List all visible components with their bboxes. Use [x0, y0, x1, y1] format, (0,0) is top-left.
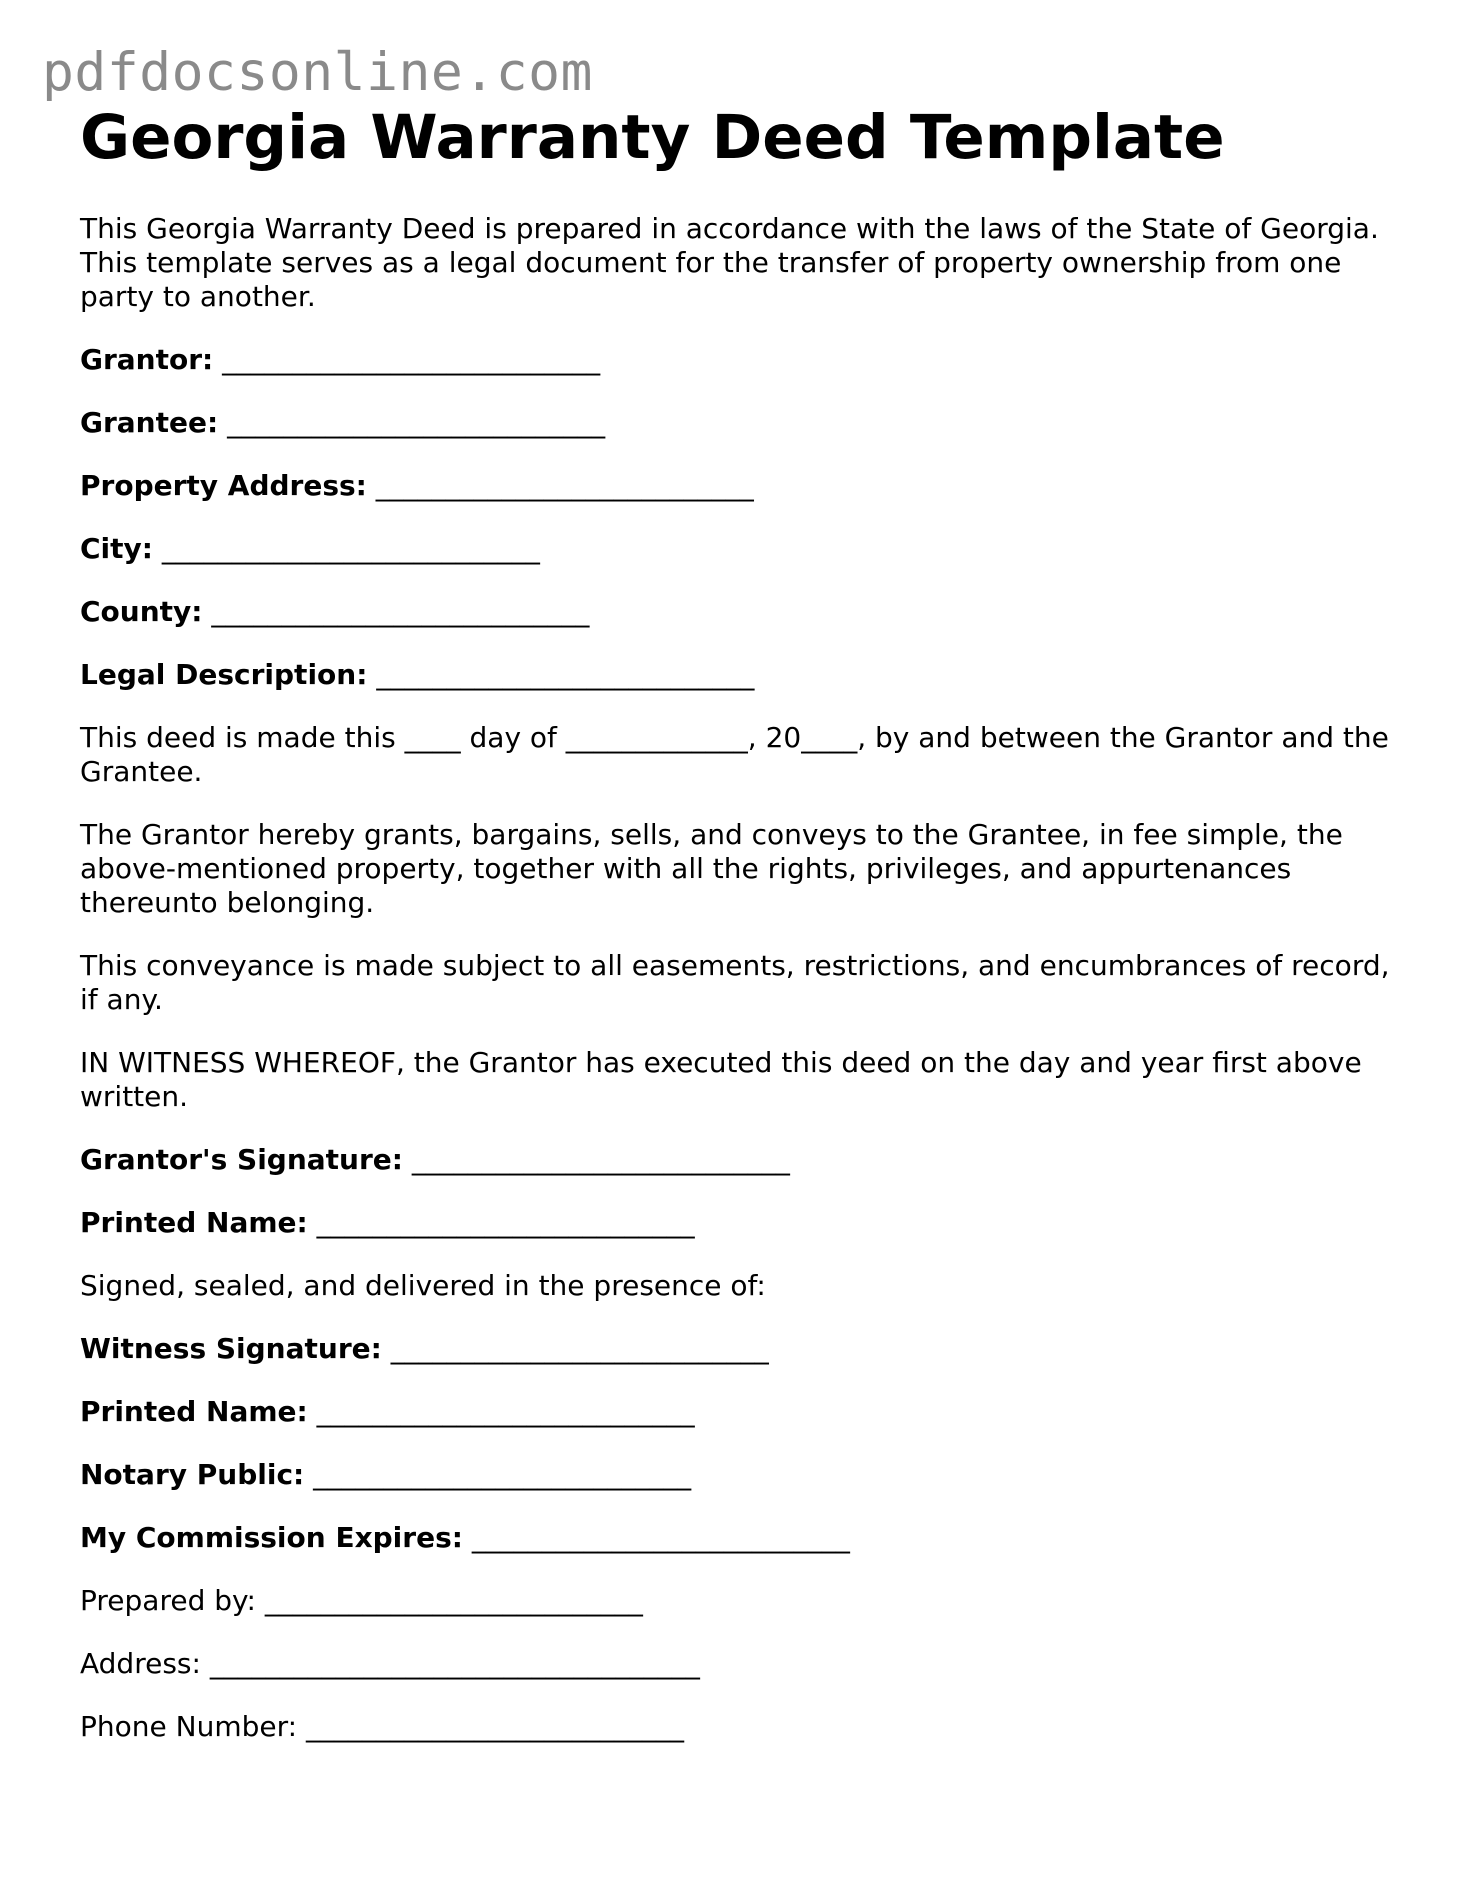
grantor-field[interactable] — [80, 343, 1390, 377]
phone-number-label: Phone Number: — [80, 1710, 298, 1744]
notary-public-field[interactable] — [80, 1458, 1390, 1492]
commission-expires-blank[interactable]: ___________________________ — [471, 1521, 850, 1555]
intro-paragraph: This Georgia Warranty Deed is prepared in accordance with the laws of the State of Georgia. This template serves as a legal document for the transfer of property ownership from one party to another. — [80, 212, 1379, 314]
document-page — [80, 104, 1390, 1744]
grantor-blank[interactable]: ___________________________ — [222, 343, 601, 377]
county-field[interactable] — [80, 595, 1390, 629]
commission-expires-label: My Commission Expires: — [80, 1521, 463, 1555]
conveyance-paragraph: This conveyance is made subject to all easements, restrictions, and encumbrances of record, if any. — [80, 949, 1390, 1017]
address-label: Address: — [80, 1647, 201, 1681]
witness-signature-field[interactable] — [80, 1332, 1390, 1366]
document-title: Georgia Warranty Deed Template — [80, 102, 1225, 173]
watermark: pdfdocsonline.com — [42, 42, 593, 103]
city-field[interactable] — [80, 532, 1390, 566]
grantor-printed-name-label: Printed Name: — [80, 1206, 308, 1240]
presence-text: Signed, sealed, and delivered in the presence of: — [80, 1269, 766, 1303]
prepared-by-label: Prepared by: — [80, 1584, 256, 1618]
witness-signature-blank[interactable]: ___________________________ — [390, 1332, 769, 1366]
grantor-printed-name-field[interactable] — [80, 1206, 1390, 1240]
grantor-signature-blank[interactable]: ___________________________ — [411, 1143, 790, 1177]
phone-number-field[interactable] — [80, 1710, 1390, 1744]
property-address-field[interactable] — [80, 469, 1390, 503]
address-field[interactable] — [80, 1647, 1390, 1681]
grantor-signature-label: Grantor's Signature: — [80, 1143, 403, 1177]
city-label: City: — [80, 532, 153, 566]
witness-signature-label: Witness Signature: — [80, 1332, 382, 1366]
legal-description-label: Legal Description: — [80, 658, 368, 692]
phone-number-blank[interactable]: ___________________________ — [305, 1710, 684, 1744]
notary-public-blank[interactable]: ___________________________ — [313, 1458, 692, 1492]
witness-printed-name-label: Printed Name: — [80, 1395, 308, 1429]
grantor-signature-field[interactable] — [80, 1143, 1390, 1177]
grantee-field[interactable] — [80, 406, 1390, 440]
address-blank[interactable]: ___________________________________ — [209, 1647, 700, 1681]
grantee-label: Grantee: — [80, 406, 219, 440]
county-label: County: — [80, 595, 203, 629]
city-blank[interactable]: ___________________________ — [161, 532, 540, 566]
property-address-label: Property Address: — [80, 469, 367, 503]
property-address-blank[interactable]: ___________________________ — [375, 469, 754, 503]
grant-paragraph: The Grantor hereby grants, bargains, sells, and conveys to the Grantee, in fee simple, the above-mentioned property, together with all the rights, privileges, and appurtenances thereunto belonging. — [80, 818, 1343, 920]
legal-description-field[interactable] — [80, 658, 1390, 692]
notary-public-label: Notary Public: — [80, 1458, 305, 1492]
prepared-by-field[interactable] — [80, 1584, 1390, 1618]
witness-whereof-paragraph: IN WITNESS WHEREOF, the Grantor has executed this deed on the day and year first above written. — [80, 1046, 1362, 1114]
county-blank[interactable]: ___________________________ — [211, 595, 590, 629]
grantor-label: Grantor: — [80, 343, 214, 377]
witness-printed-name-field[interactable] — [80, 1395, 1390, 1429]
grantee-blank[interactable]: ___________________________ — [227, 406, 606, 440]
deed-date-paragraph: This deed is made this ____ day of _____________, 20____, by and between the Grantor and the Grantee. — [80, 721, 1389, 789]
commission-expires-field[interactable] — [80, 1521, 1390, 1555]
witness-printed-name-blank[interactable]: ___________________________ — [316, 1395, 695, 1429]
grantor-printed-name-blank[interactable]: ___________________________ — [316, 1206, 695, 1240]
legal-description-blank[interactable]: ___________________________ — [376, 658, 755, 692]
prepared-by-blank[interactable]: ___________________________ — [264, 1584, 643, 1618]
